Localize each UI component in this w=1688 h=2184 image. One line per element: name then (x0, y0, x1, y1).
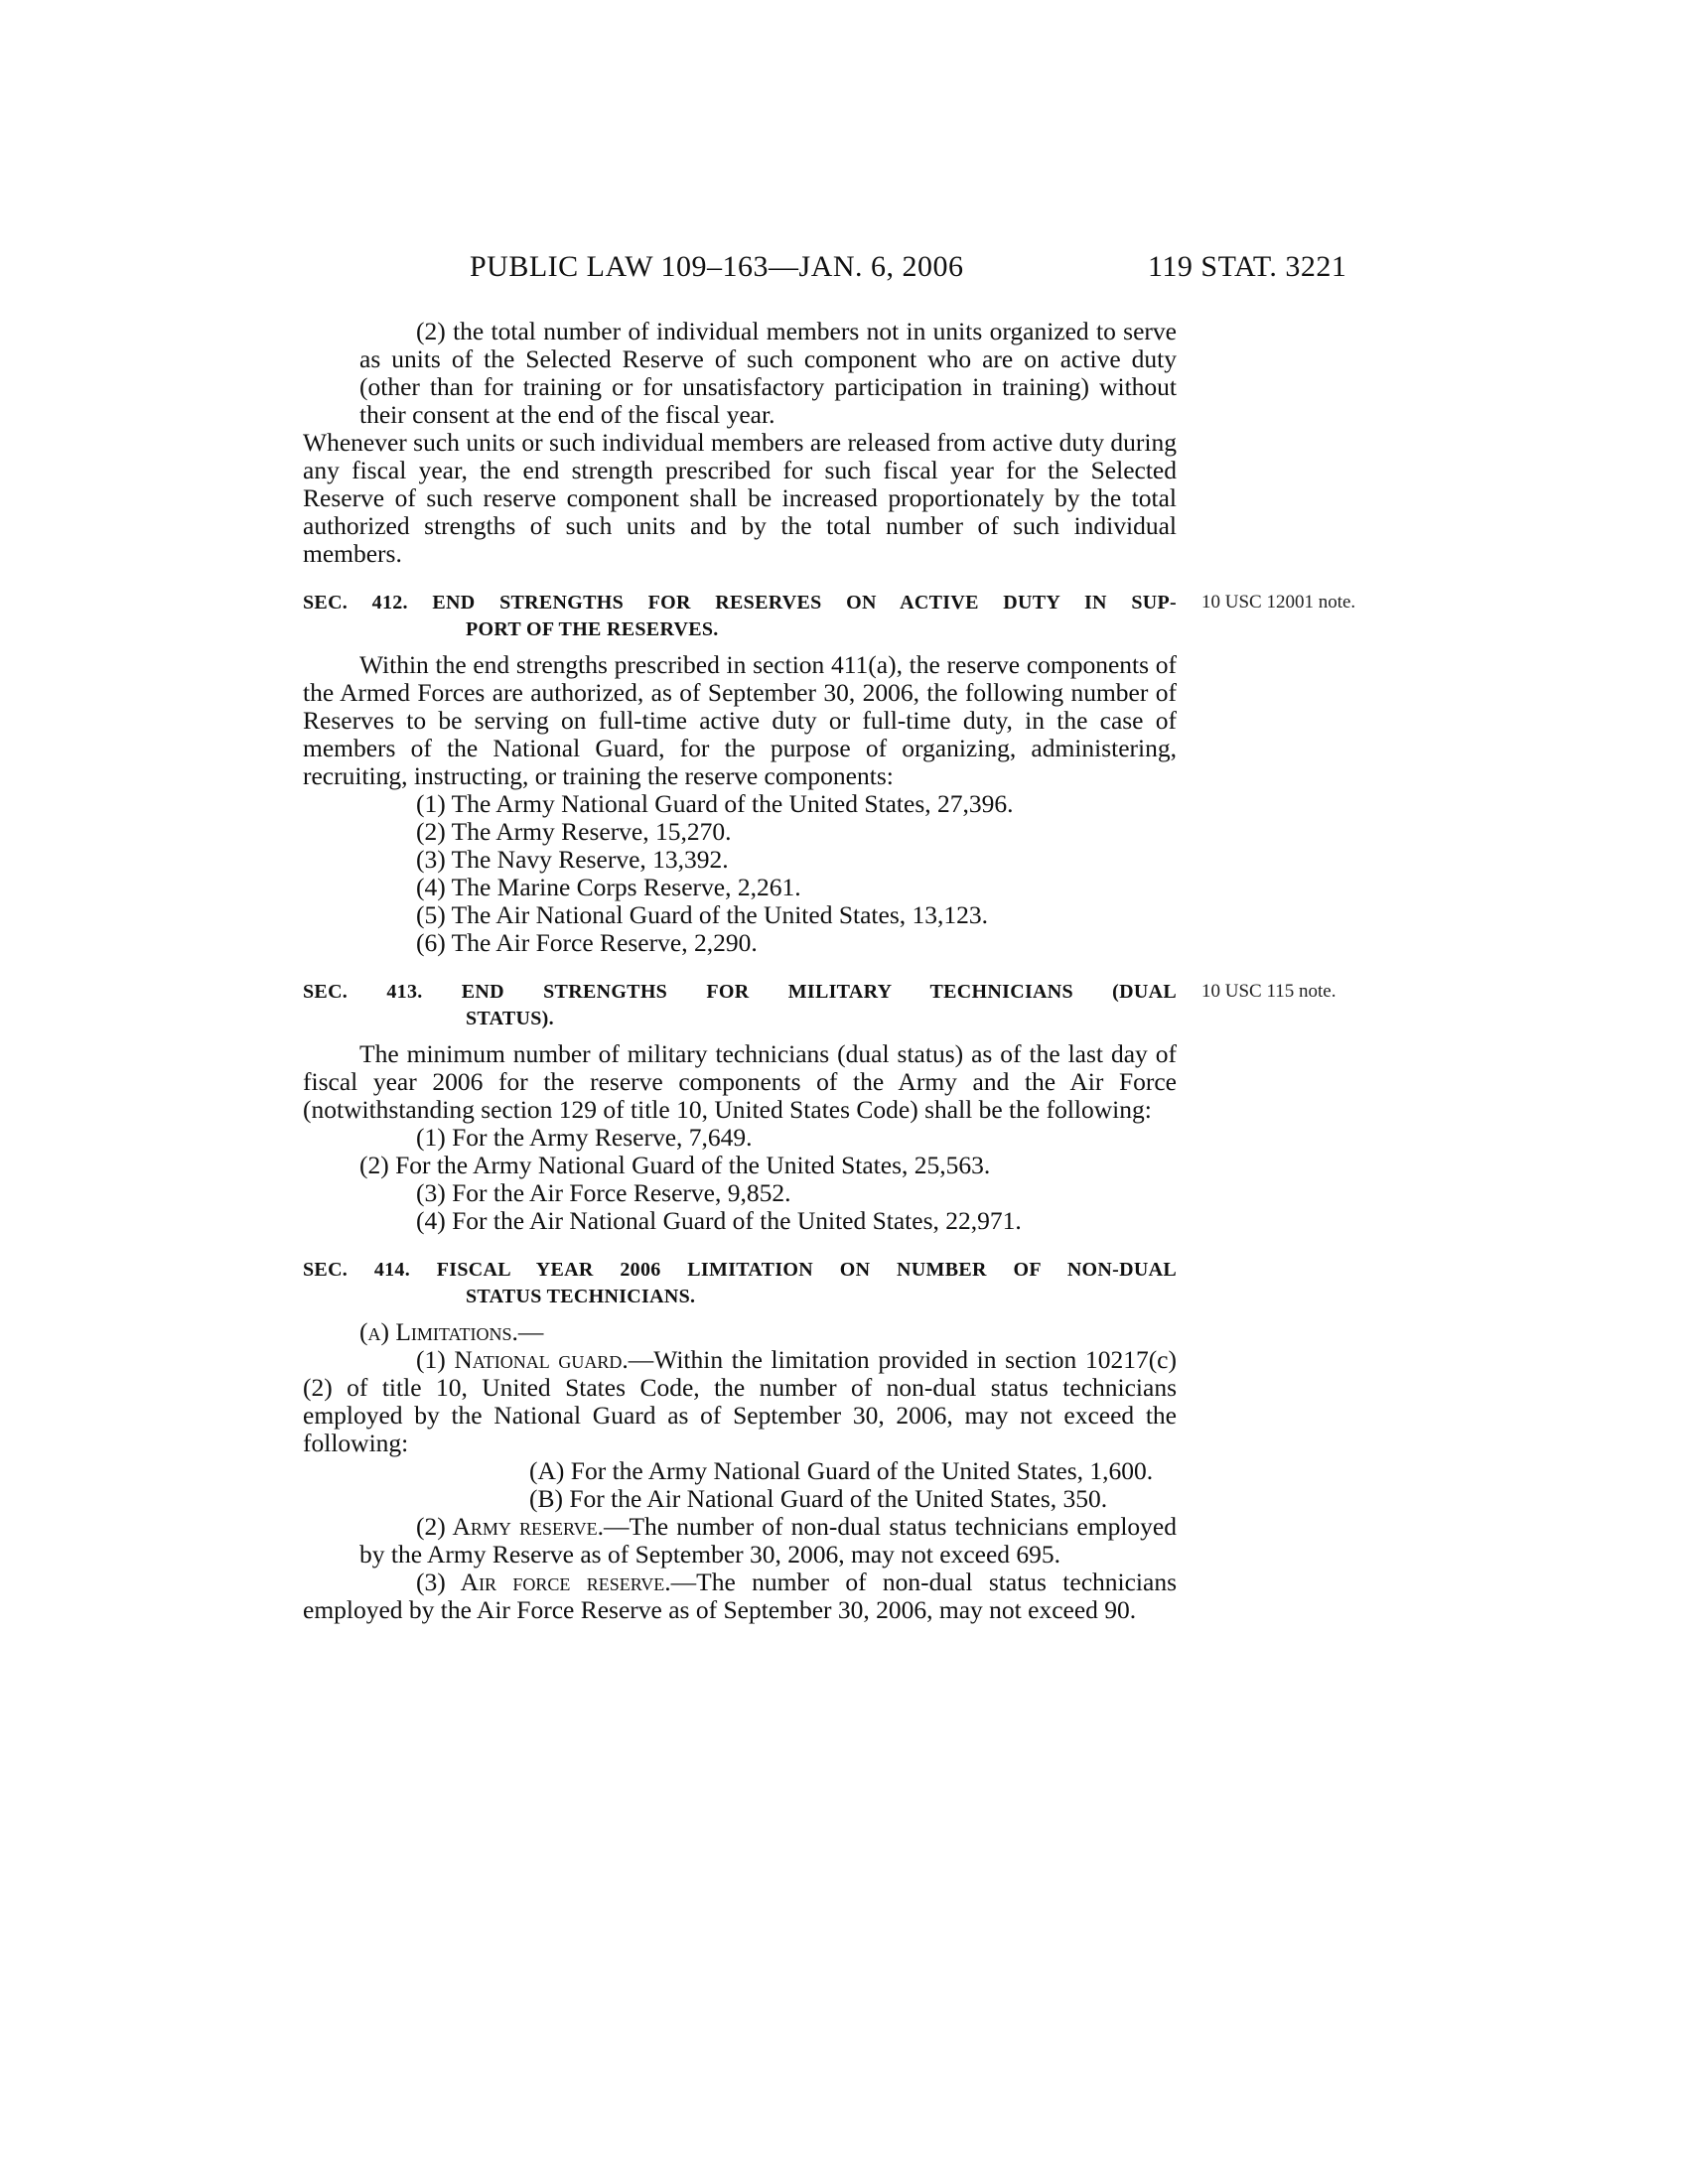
document-body (303, 317, 1356, 1624)
section-414-para-1 (303, 1346, 1177, 1457)
section-413-paragraph: The minimum number of military technicians (dual status) as of the last day of fiscal year 2006 for the reserve components of the Army and the Air Force (notwithstanding section 129 of title 10, United States Code) shall be the following: (303, 1039, 1177, 1124)
section-414-p3-label: (3) Air force reserve. (416, 1568, 671, 1596)
section-414-heading-line2: STATUS TECHNICIANS. (466, 1286, 696, 1307)
running-header-title: PUBLIC LAW 109–163—JAN. 6, 2006 (470, 250, 964, 283)
section-412-item-2: (2) The Army Reserve, 15,270. (416, 817, 732, 846)
section-412-paragraph: Within the end strengths prescribed in section 411(a), the reserve components of the Armed Forces are authorized, as of September 30, 2006, the following number of Reserves to be serving on full-time active duty or full-time duty, in the case of members of the National Guard, for the purpose of organizing, administering, recruiting, instructing, or training the reserve components: (303, 650, 1177, 790)
section-412-margin-note: 10 USC 12001 note. (1201, 592, 1356, 613)
section-412-item-6: (6) The Air Force Reserve, 2,290. (416, 928, 758, 957)
section-414-p3-text: —The number of non-dual status technicians employed by the Air Force Reserve as of September 30, 2006, may not exceed 90. (303, 1568, 1177, 1624)
section-414-para-3 (303, 1569, 1177, 1624)
section-414-p2-text: —The number of non-dual status technicians employed by the Army Reserve as of September 30, 2006, may not exceed 695. (359, 1512, 1177, 1569)
section-412-item-1: (1) The Army National Guard of the United States, 27,396. (416, 789, 1014, 818)
section-414-a-label: (a) Limitations.— (359, 1317, 544, 1346)
intro-whenever-paragraph: Whenever such units or such individual members are released from active duty during any fiscal year, the end strength prescribed for such fiscal year for the Selected Reserve of such reserve component shall be increased proportionately by the total authorized strengths of such units and by the total number of such individual members. (303, 428, 1177, 568)
section-414-para-A (303, 1457, 1177, 1485)
section-413-item-3: (3) For the Air Force Reserve, 9,852. (416, 1178, 791, 1207)
section-412-heading (303, 590, 1356, 643)
section-414-p2-label: (2) Army reserve. (416, 1512, 604, 1541)
section-414-subsection-a (303, 1318, 1177, 1346)
section-414-para-2 (303, 1513, 1177, 1569)
section-414-heading-line1: SEC. 414. FISCAL YEAR 2006 LIMITATION ON NUMBER OF NON-DUAL (303, 1259, 1177, 1281)
section-412-heading-line2: PORT OF THE RESERVES. (466, 618, 719, 640)
section-414-pA-text: (A) For the Army National Guard of the United States, 1,600. (529, 1456, 1154, 1485)
section-413-heading (303, 979, 1336, 1032)
section-413-margin-note: 10 USC 115 note. (1201, 981, 1336, 1002)
section-413-item-2: (2) For the Army National Guard of the United States, 25,563. (359, 1151, 991, 1179)
section-413-heading-line2: STATUS). (466, 1008, 554, 1029)
section-414-pB-text: (B) For the Air National Guard of the United States, 350. (529, 1484, 1108, 1513)
intro-item-2: (2) the total number of individual members not in units organized to serve as units of the Selected Reserve of such component who are on active duty (other than for training or for unsatisfactory participation in training) without their consent at the end of the fiscal year. (359, 317, 1177, 429)
section-412-item-5: (5) The Air National Guard of the United States, 13,123. (416, 900, 988, 929)
running-header-stat: 119 STAT. 3221 (1148, 250, 1347, 283)
section-414-p1-label: (1) National guard. (416, 1345, 629, 1374)
section-414-para-B (303, 1485, 1177, 1513)
section-413-item-1: (1) For the Army Reserve, 7,649. (416, 1123, 753, 1152)
section-412-item-4: (4) The Marine Corps Reserve, 2,261. (416, 873, 801, 901)
section-414-heading (303, 1257, 1177, 1310)
section-413-heading-line1: SEC. 413. END STRENGTHS FOR MILITARY TECHNICIANS (DUAL (303, 981, 1177, 1003)
section-414-p1-text: —Within the limitation provided in section 10217(c)(2) of title 10, United States Code, the number of non-dual status technicians employed by the National Guard as of September 30, 2006, may not exceed the following: (303, 1345, 1177, 1457)
section-413-item-4: (4) For the Air National Guard of the United States, 22,971. (416, 1206, 1022, 1235)
section-412-item-3: (3) The Navy Reserve, 13,392. (416, 845, 729, 874)
section-412-heading-line1: SEC. 412. END STRENGTHS FOR RESERVES ON ACTIVE DUTY IN SUP- (303, 592, 1177, 614)
